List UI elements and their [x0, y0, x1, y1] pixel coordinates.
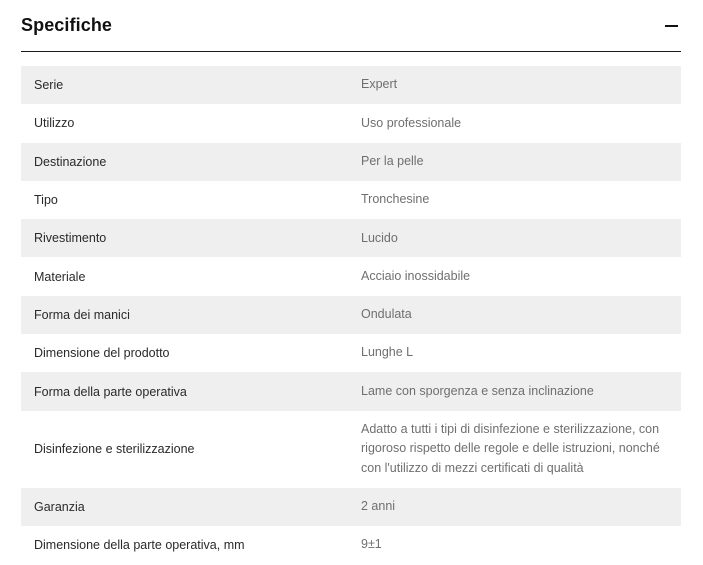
- spec-row: [21, 526, 681, 564]
- spec-value: Uso professionale: [361, 115, 462, 130]
- spec-value: Lame con sporgenza e senza inclinazione: [361, 383, 594, 398]
- spec-value: Per la pelle: [361, 153, 424, 168]
- spec-value: Adatto a tutti i tipi di disinfezione e sterilizzazione, con rigoroso rispetto delle regole e delle istruzioni, nonché con l'utilizzo di mezzi certificati di qualità: [361, 421, 660, 475]
- spec-row: [21, 411, 681, 488]
- specs-table: [21, 66, 681, 564]
- spec-label: Dimensione della parte operativa, mm: [34, 538, 245, 553]
- spec-value: Acciaio inossidabile: [361, 268, 471, 283]
- spec-row: [21, 334, 681, 372]
- spec-row: [21, 372, 681, 410]
- minus-icon-bar: [665, 25, 678, 27]
- spec-row: [21, 66, 681, 104]
- spec-label: Forma della parte operativa: [34, 384, 187, 399]
- spec-label: Utilizzo: [34, 116, 75, 131]
- spec-row: [21, 257, 681, 295]
- spec-row: [21, 143, 681, 181]
- section-title: Specifiche: [21, 15, 113, 35]
- spec-label: Tipo: [34, 193, 58, 208]
- spec-row: [21, 219, 681, 257]
- spec-label: Rivestimento: [34, 231, 107, 246]
- spec-label: Materiale: [34, 269, 86, 284]
- spec-value: Lucido: [361, 230, 398, 245]
- spec-value: Ondulata: [361, 307, 412, 322]
- spec-value: Tronchesine: [361, 192, 430, 207]
- spec-row: [21, 296, 681, 334]
- spec-row: [21, 488, 681, 526]
- spec-label: Serie: [34, 78, 64, 93]
- spec-value: Expert: [361, 77, 398, 92]
- spec-label: Garanzia: [34, 499, 85, 514]
- spec-value: Lunghe L: [361, 345, 414, 360]
- specs-panel: [21, 0, 681, 553]
- spec-value: 2 anni: [361, 499, 396, 514]
- specs-header[interactable]: [21, 0, 681, 52]
- spec-label: Forma dei manici: [34, 307, 130, 322]
- minus-icon[interactable]: [665, 19, 679, 33]
- spec-label: Disinfezione e sterilizzazione: [34, 442, 195, 457]
- spec-label: Destinazione: [34, 154, 107, 169]
- spec-row: [21, 104, 681, 142]
- spec-label: Dimensione del prodotto: [34, 346, 170, 361]
- spec-value: 9±1: [361, 537, 382, 552]
- spec-row: [21, 181, 681, 219]
